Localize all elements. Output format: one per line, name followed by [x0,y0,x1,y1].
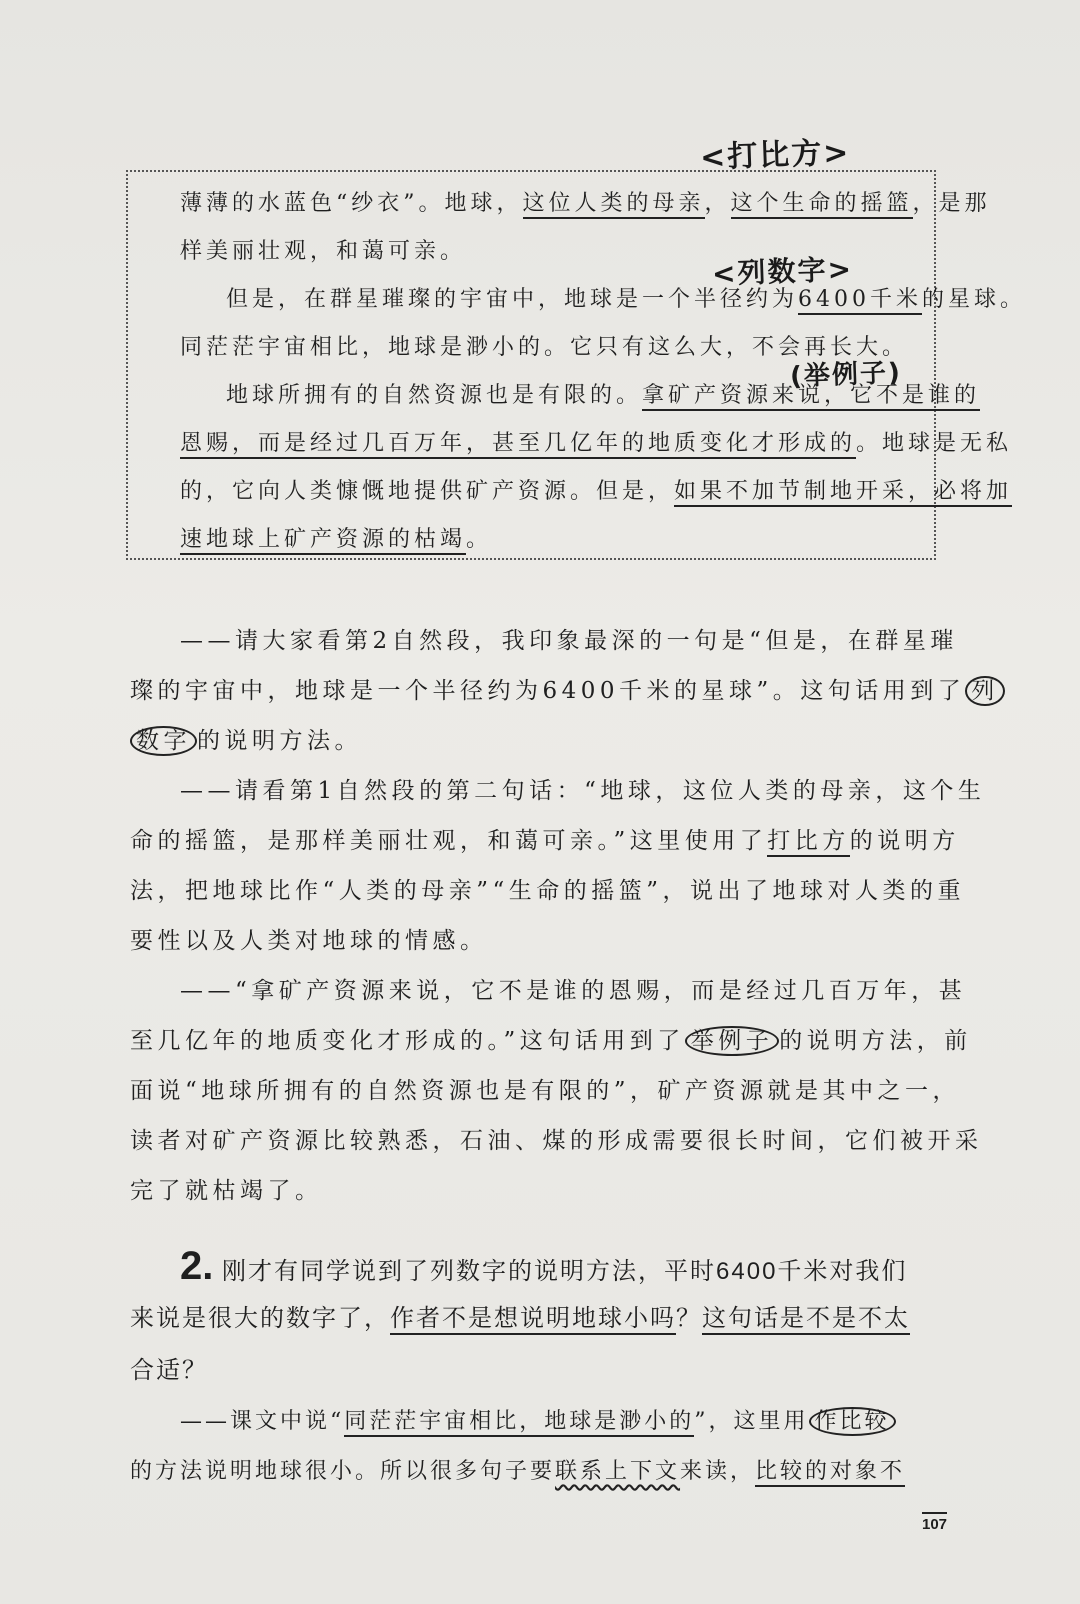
body-p3-line-2: 至几亿年的地质变化才形成的。”这句话用到了 举例子 的说明方法，前 [130,1028,972,1054]
excerpt-line-5: 地球所拥有的自然资源也是有限的。拿矿产资源来说，它不是谁的 [226,378,980,409]
q2-line-3: 合适？ [130,1357,208,1384]
body-p1-line-3: 数字 的说明方法。 [130,722,362,755]
body-p3-line-4: 读者对矿产资源比较熟悉，石油、煤的形成需要很长时间，它们被开采 [130,1128,983,1154]
excerpt-line-4: 同茫茫宇宙相比，地球是渺小的。它只有这么大，不会再长大。 [180,335,909,360]
wavy-underlined-phrase: 联系上下文 [555,1459,681,1484]
excerpt-line-8: 速地球上矿产资源的枯竭。 [180,522,492,553]
page-number: 107 [922,1512,947,1533]
body-p1-line-1: ——请大家看第2自然段，我印象最深的一句是“但是，在群星璀 [180,628,958,654]
q2-answer-line-1: ——课文中说“同茫茫宇宙相比，地球是渺小的”，这里用 作比较 [180,1404,896,1435]
body-p2-line-2: 命的摇篮，是那样美丽壮观，和蔼可亲。”这里使用了打比方的说明方 [130,822,960,855]
body-p3-line-1: ——“拿矿产资源来说，它不是谁的恩赐，而是经过几百万年，甚 [180,978,967,1004]
excerpt-line-3: 但是，在群星璀璨的宇宙中，地球是一个半径约为6400千米的星球。 [226,282,1026,313]
excerpt-line-2: 样美丽壮观，和蔼可亲。 [180,239,467,264]
body-p2-line-3: 法，把地球比作“人类的母亲”“生命的摇篮”，说出了地球对人类的重 [130,878,966,904]
body-p1-line-2: 璨的宇宙中，地球是一个半径约为6400千米的星球”。这句话用到了 列 [130,672,1005,705]
q2-answer-line-2: 的方法说明地球很小。所以很多句子要联系上下文来读，比较的对象不 [130,1454,905,1485]
q2-line-2: 来说是很大的数字了，作者不是想说明地球小吗？这句话是不是不太 [130,1298,910,1333]
body-p3-line-3: 面说“地球所拥有的自然资源也是有限的”，矿产资源就是其中之一， [130,1078,961,1104]
annotation-lieshuzi: <列数字> [711,252,854,291]
annotation-dabifang: <打比方> [699,135,851,176]
excerpt-line-7: 的，它向人类慷慨地提供矿产资源。但是，如果不加节制地开采，必将加 [180,474,1012,505]
excerpt-line-1: 薄薄的水蓝色“纱衣”。地球，这位人类的母亲，这个生命的摇篮，是那 [180,186,991,217]
body-p3-line-5: 完了就枯竭了。 [130,1178,323,1204]
excerpt-line-6: 恩赐，而是经过几百万年，甚至几亿年的地质变化才形成的。地球是无私 [180,426,1012,457]
annotation-julizi: (举例子) [789,358,903,392]
q2-line-1: 2. 刚才有同学说到了列数字的说明方法，平时6400千米对我们 [180,1244,908,1288]
q2-number: 2. [180,1244,214,1288]
body-p2-line-4: 要性以及人类对地球的情感。 [130,928,488,954]
body-p2-line-1: ——请看第1自然段的第二句话：“地球，这位人类的母亲，这个生 [180,778,986,804]
